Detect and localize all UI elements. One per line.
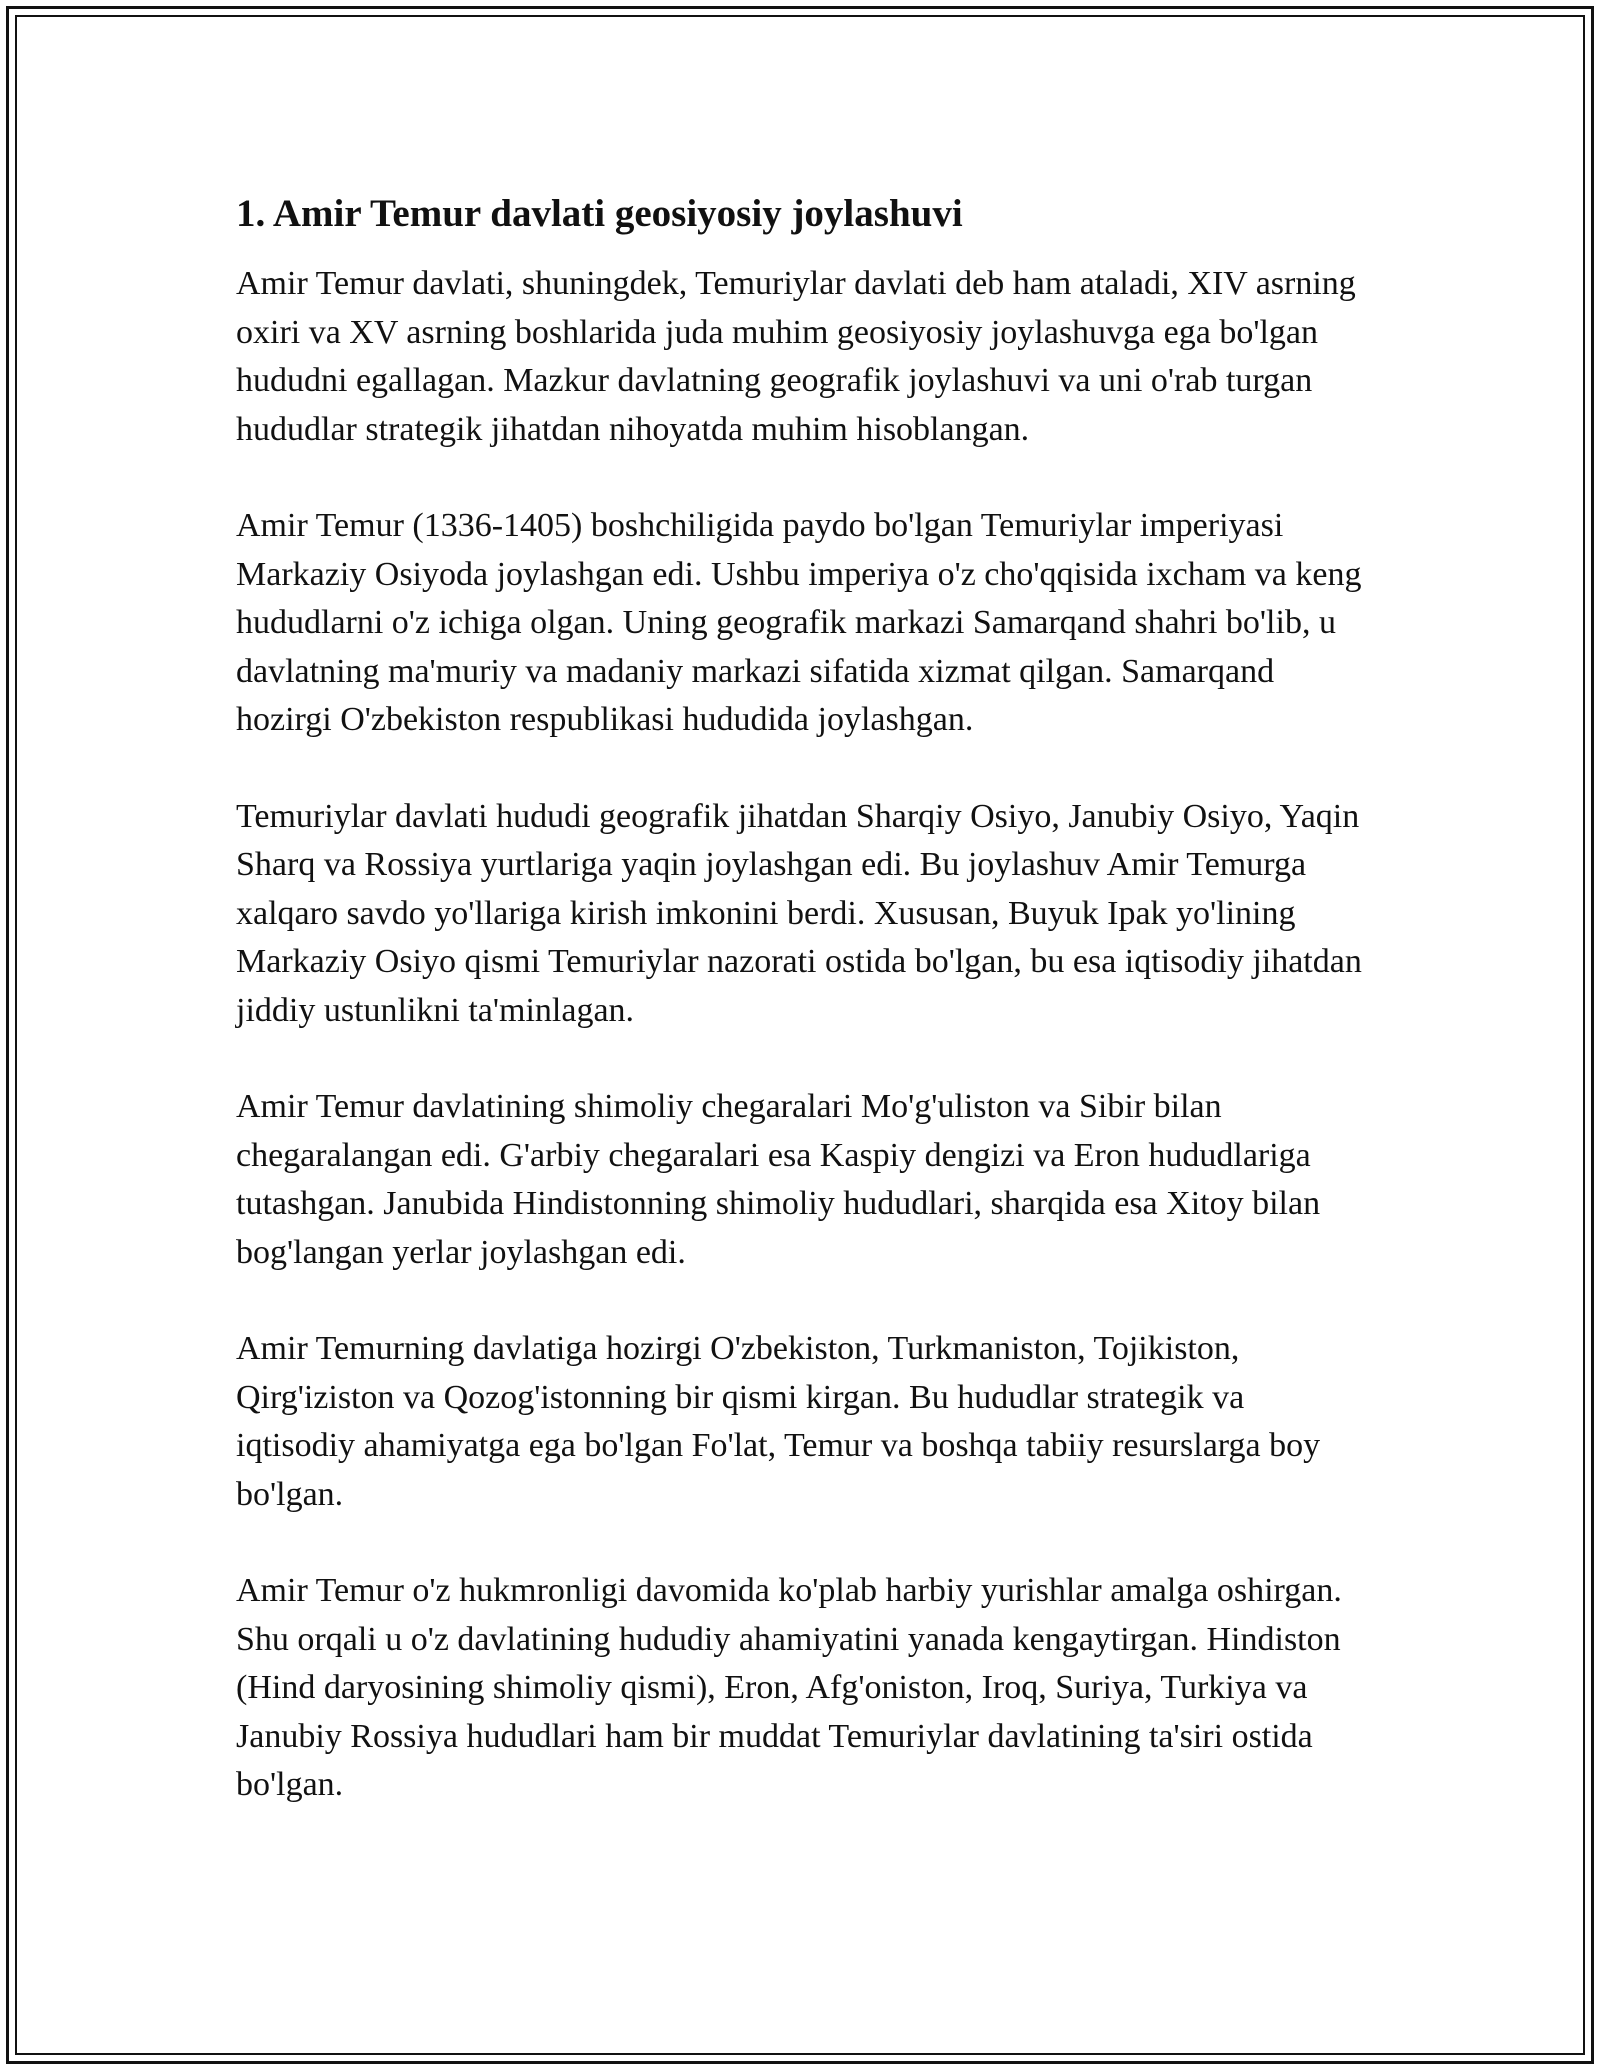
paragraph-campaigns: Amir Temur o'z hukmronligi davomida ko'plab harbiy yurishlar amalga oshirgan. Shu orqali u o'z davlatining hududiy ahamiyatini yanada kengaytirgan. Hindiston (Hind daryosining shimoliy qismi), Eron, Afg'oniston, Iroq, Suriya, Turkiya va Janubiy Rossiya hududlari ham bir muddat Temuriylar davlatining ta'siri ostida bo'lgan. <box>236 1572 1342 1803</box>
paragraph-borders: Amir Temur davlatining shimoliy chegaralari Mo'g'uliston va Sibir bilan chegaralangan edi. G'arbiy chegaralari esa Kaspiy dengizi va Eron hududlariga tutashgan. Janubida Hindistonning shimoliy hududlari, sharqida esa Xitoy bilan bog'langan yerlar joylashgan edi. <box>236 1088 1321 1271</box>
paragraph-intro: Amir Temur davlati, shuningdek, Temuriylar davlati deb ham ataladi, XIV asrning oxiri va XV asrning boshlarida juda muhim geosiyosiy joylashuvga ega bo'lgan hududni egallagan. Mazkur davlatning geografik joylashuvi va uni o'rab turgan hududlar strategik jihatdan nihoyatda muhim hisoblangan. <box>236 265 1356 448</box>
section-heading: 1. Amir Temur davlati geosiyosiy joylashuvi <box>236 192 963 235</box>
paragraph-empire-origin: Amir Temur (1336-1405) boshchiligida paydo bo'lgan Temuriylar imperiyasi Markaziy Osiyoda joylashgan edi. Ushbu imperiya o'z cho'qqisida ixcham va keng hududlarni o'z ichiga olgan. Uning geografik markazi Samarqand shahri bo'lib, u davlatning ma'muriy va madaniy markazi sifatida xizmat qilgan. Samarqand hozirgi O'zbekiston respublikasi hududida joylashgan. <box>236 507 1362 738</box>
paragraph-trade-routes: Temuriylar davlati hududi geografik jihatdan Sharqiy Osiyo, Janubiy Osiyo, Yaqin Sharq va Rossiya yurtlariga yaqin joylashgan edi. Bu joylashuv Amir Temurga xalqaro savdo yo'llariga kirish imkonini berdi. Xususan, Buyuk Ipak yo'lining Markaziy Osiyo qismi Temuriylar nazorati ostida bo'lgan, bu esa iqtisodiy jihatdan jiddiy ustunlikni ta'minlagan. <box>236 797 1362 1029</box>
paragraph-territories: Amir Temurning davlatiga hozirgi O'zbekiston, Turkmaniston, Tojikiston, Qirg'iziston va Qozog'istonning bir qismi kirgan. Bu hududlar strategik va iqtisodiy ahamiyatga ega bo'lgan Fo'lat, Temur va boshqa tabiiy resurslarga boy bo'lgan. <box>236 1330 1321 1513</box>
document-body <box>236 188 1366 1810</box>
